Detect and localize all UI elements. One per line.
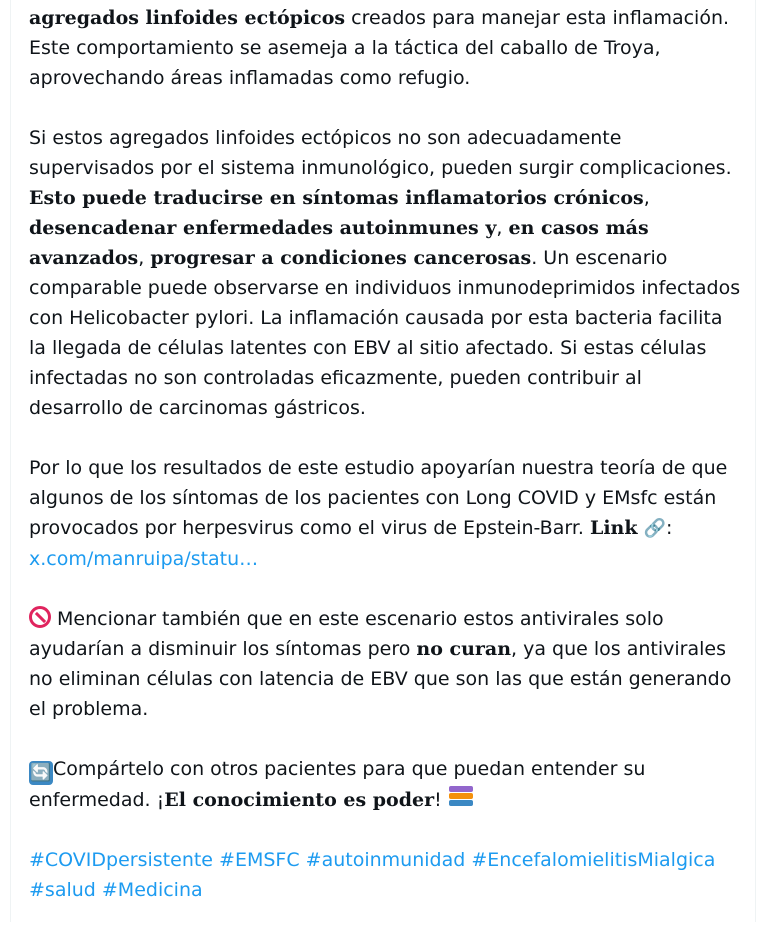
text-run: , bbox=[643, 187, 650, 209]
text-run: , bbox=[138, 247, 151, 269]
paragraph-1 bbox=[29, 3, 741, 93]
bold-phrase: progresar a condiciones cancerosas bbox=[150, 247, 532, 269]
bold-phrase: desencadenar enfermedades autoinmunes y bbox=[29, 217, 497, 239]
text-run: creados para manejar esta inflamación. bbox=[345, 7, 730, 29]
text-run: , bbox=[496, 217, 509, 239]
text-run: : bbox=[666, 517, 673, 539]
bold-phrase: en casos más avanzados bbox=[29, 217, 649, 269]
text-run: ! bbox=[434, 789, 448, 811]
bold-phrase: Link bbox=[589, 517, 638, 539]
tweet-link[interactable]: x.com/manruipa/statu… bbox=[29, 548, 259, 570]
hashtag-link[interactable]: #salud bbox=[29, 879, 96, 901]
hashtag-link[interactable]: #EMSFC bbox=[219, 849, 300, 871]
hashtag-link[interactable]: #autoinmunidad bbox=[305, 849, 466, 871]
text-run: Mencionar también que en este escenario estos antivirales solo ayudarían a disminuir los síntomas pero bbox=[29, 608, 664, 660]
books-icon bbox=[448, 785, 474, 809]
text-run: aprovechando áreas inflamadas como refugio. bbox=[29, 67, 471, 89]
refresh-icon: 🔄 bbox=[30, 763, 52, 783]
paragraph-5 bbox=[29, 754, 741, 815]
bold-phrase: Esto puede traducirse en síntomas inflamatorios crónicos bbox=[29, 187, 644, 209]
bold-phrase: El conocimiento es poder bbox=[164, 789, 435, 811]
no-entry-icon bbox=[29, 606, 51, 628]
tweet-text bbox=[29, 3, 741, 935]
link-icon: 🔗 bbox=[643, 518, 666, 539]
hashtags bbox=[29, 845, 741, 905]
text-run: Si estos agregados linfoides ectópicos no son adecuadamente supervisados por el sistema inmunológico, pueden surgir complicaciones. bbox=[29, 127, 732, 179]
text-run: Por lo que los resultados de este estudio apoyarían nuestra teoría de que algunos de los síntomas de los pacientes con Long COVID y EMsfc están provocados por herpesvirus como el virus de Epstein-Barr. bbox=[29, 457, 728, 539]
paragraph-4 bbox=[29, 604, 741, 724]
paragraph-3 bbox=[29, 453, 741, 574]
tweet-card bbox=[10, 0, 756, 922]
hashtag-link[interactable]: #COVIDpersistente bbox=[29, 849, 213, 871]
paragraph-2 bbox=[29, 123, 741, 423]
text-run: , ya que los antivirales no eliminan células con latencia de EBV que son las que están generando el problema. bbox=[29, 638, 732, 720]
bold-phrase: agregados linfoides ectópicos bbox=[29, 7, 346, 29]
text-run: Este comportamiento se asemeja a la táctica del caballo de Troya, bbox=[29, 37, 661, 59]
bold-phrase: no curan bbox=[416, 638, 512, 660]
text-run: . Un escenario comparable puede observarse en individuos inmunodeprimidos infectados con Helicobacter pylori. La inflamación causada por esta bacteria facilita la llegada de células latentes con EBV al sitio afectado. Si estas células infectadas no son controladas eficazmente, pueden contribuir al desarrollo de carcinomas gástricos. bbox=[29, 247, 741, 419]
hashtag-link[interactable]: #Medicina bbox=[101, 879, 203, 901]
text-run: Compártelo con otros pacientes para que puedan entender su enfermedad. ¡ bbox=[29, 758, 646, 811]
hashtag-link[interactable]: #EncefalomielitisMialgica bbox=[471, 849, 716, 871]
